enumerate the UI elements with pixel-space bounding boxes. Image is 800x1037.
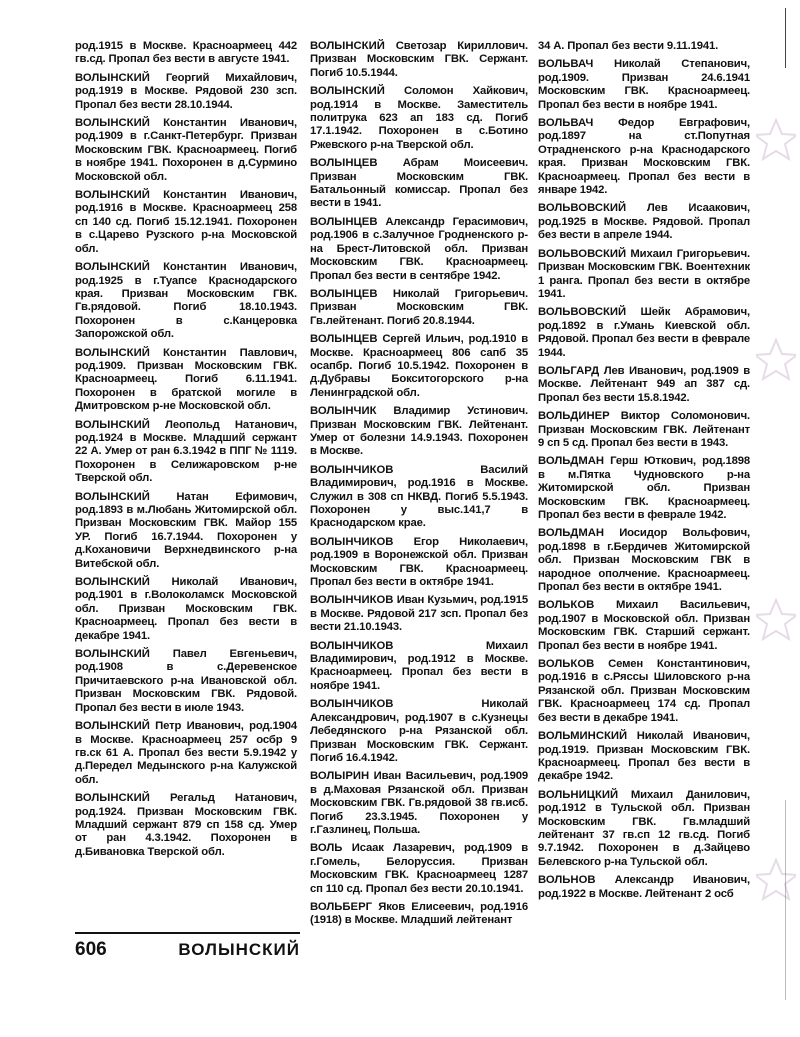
entry-surname: ВОЛЬГАРД [538,364,600,377]
entry [310,157,528,211]
entry-text: Регальд Натанович, род.1924. Призван Московским ГВК. Младший сержант 879 сп 158 сд. Умер от ран 4.3.1942. Похоронен в д.Бивановка Тверской обл. [75,792,297,858]
entry-text: Иван Васильевич, род.1909 в д.Маховая Рязанской обл. Призван Московским ГВК. Гв.рядовой 38 гв.исб. Погиб 23.3.1945. Похоронен у г.Газлинец, Польша. [310,770,528,836]
entry-text: Владимир Устинович. Призван Московским ГВК. Лейтенант. Умер от болезни 14.9.1943. Похоронен в Москве. [310,405,528,458]
entry [75,40,297,67]
entry [310,288,528,328]
entry-surname: ВОЛЬБЕРГ [310,900,373,913]
entry-surname: ВОЛЫНЧИКОВ [310,535,394,548]
entry-surname: ВОЛЫНСКИЙ [75,418,150,431]
entry-surname: ВОЛЫНСКИЙ [75,261,150,274]
entry [538,874,750,901]
entry-surname: ВОЛЫНЧИКОВ [310,698,394,711]
entry-text: Соломон Хайкович, род.1914 в Москве. Заместитель политрука 623 ап 183 сд. Погиб 17.1.1942. Похоронен в с.Ботино Ржевского р-на Тверской обл. [310,85,528,151]
page-number: 606 [75,939,107,960]
entry [538,658,750,725]
entry [538,306,750,360]
entry-text: Петр Иванович, род.1904 в Москве. Красноармеец 257 осбр 9 гв.ск 61 А. Пропал без вести 5.9.1942 у д.Передел Медынского р-на Калужской обл. [75,720,297,786]
entry-surname: ВОЛЫНЧИКОВ [310,463,394,476]
text-column-2 [310,40,528,933]
page-footer [75,925,300,960]
entry [538,365,750,405]
entry-surname: ВОЛЬ [310,842,343,855]
entry-surname: ВОЛЬВОВСКИЙ [538,247,627,260]
entry [538,455,750,522]
text-column-1 [75,40,297,864]
entry [538,248,750,302]
entry [538,117,750,197]
entry [310,770,528,837]
entry-text: Павел Евгеньевич, род.1908 в с.Деревенское Причитаевского р-на Ивановской обл. Призван Московским ГВК. Рядовой. Пропал без вести в июле 1943. [75,648,297,714]
entry [310,333,528,400]
entry-surname: ВОЛЬНОВ [538,874,596,887]
entry-surname: ВОЛЫНСКИЙ [75,792,150,805]
entry [310,842,528,896]
entry [310,901,528,928]
entry-surname: ВОЛЫНСКИЙ [75,189,150,202]
entry-text: Константин Иванович, род.1925 в г.Туапсе Краснодарского края. Призван Московским ГВК. Гв.рядовой. Погиб 18.10.1943. Похоронен в с.Канцеровка Запорожской обл. [75,261,297,341]
entry-surname: ВОЛЫНЧИКОВ [310,594,394,607]
entry-text: Герш Юткович, род.1898 в м.Пятка Чудновского р-на Житомирской обл. Призван Московским ГВК. Красноармеец. Пропал без вести в феврале 1942. [538,455,750,521]
entry [75,648,297,715]
entry [75,189,297,256]
entry-text: Михаил Владимирович, род.1912 в Москве. Красноармеец. Пропал без вести в ноябре 1941. [310,639,528,692]
entry-surname: ВОЛЬВАЧ [538,58,594,71]
entry-text: Виктор Соломонович. Призван Московским ГВК. Лейтенант 9 сп 5 сд. Пропал без вести в 1943. [538,410,750,449]
entry [310,216,528,283]
entry-surname: ВОЛЬНИЦКИЙ [538,788,619,801]
entry-surname: ВОЛЫНСКИЙ [75,576,150,589]
text-column-3 [538,40,750,906]
entry-text: Николай Александрович, род.1907 в с.Кузнецы Лебедянского р-на Рязанской обл. Призван Московским ГВК. Сержант. Погиб 16.4.1942. [310,698,528,764]
entry [75,720,297,787]
entry-text: Александр Иванович, род.1922 в Москве. Лейтенант 2 осб [538,874,750,900]
entry-surname: ВОЛЬВОВСКИЙ [538,202,627,215]
entry [310,536,528,590]
entry-surname: ВОЛЫРИН [310,770,370,783]
entry [310,698,528,765]
entry-text: род.1915 в Москве. Красноармеец 442 гв.сд. Пропал без вести в августе 1941. [75,40,297,66]
running-head: ВОЛЫНСКИЙ [178,940,300,959]
entry-surname: ВОЛЫНЦЕВ [310,157,378,170]
entry [75,72,297,112]
entry-surname: ВОЛЫНЦЕВ [310,287,378,300]
entry-text: Михаил Григорьевич. Призван Московским ГВК. Воентехник 1 ранга. Пропал без вести в октябре 1941. [538,247,750,300]
entry-surname: ВОЛЫНСКИЙ [75,71,150,84]
entry-surname: ВОЛЬДМАН [538,527,605,540]
entry [310,40,528,80]
entry-text: Светозар Кириллович. Призван Московским ГВК. Сержант. Погиб 10.5.1944. [310,40,528,79]
entry-surname: ВОЛЫНСКИЙ [310,40,385,52]
entry-surname: ВОЛЫНЦЕВ [310,215,378,228]
entry-text: Шейк Абрамович, род.1892 в г.Умань Киевской обл. Рядовой. Пропал без вести в феврале 1944. [538,306,750,359]
entry-surname: ВОЛЫНЦЕВ [310,333,378,346]
entry-text: Иосидор Вольфович, род.1898 в г.Бердичев Житомирской обл. Призван Московским ГВК в народное ополчение. Красноармеец. Пропал без вести в октябре 1941. [538,527,750,594]
entry [538,527,750,594]
entry-surname: ВОЛЫНСКИЙ [310,85,385,98]
entry-surname: ВОЛЫНСКИЙ [75,117,150,130]
entry [75,347,297,414]
entry-text: Константин Иванович, род.1916 в Москве. Красноармеец 258 сп 140 сд. Погиб 15.12.1941. Похоронен в с.Царево Рузского р-на Московской обл. [75,189,297,255]
entry [310,85,528,152]
entry-text: Федор Евграфович, род.1897 на ст.Попутная Отрадненского р-на Краснодарского края. Призван Московским ГВК. Красноармеец. Пропал без вести в январе 1942. [538,117,750,197]
entry-text: Николай Григорьевич. Призван Московским ГВК. Гв.лейтенант. Погиб 20.8.1944. [310,287,528,327]
entry-surname: ВОЛЫНСКИЙ [75,720,150,733]
entry-text: Семен Константинович, род.1916 в с.Рясcы Шиловского р-на Рязанской обл. Призван Московским ГВК. Красноармеец 174 сд. Пропал без вести в декабре 1941. [538,658,750,724]
entry-text: Лев Исаакович, род.1925 в Москве. Рядовой. Пропал без вести в апреле 1944. [538,202,750,242]
entry-text: Александр Герасимович, род.1906 в с.Залучное Гродненского р-на Брест-Литовской обл. Призван Московским ГВК. Красноармеец. Пропал без вести в сентябре 1942. [310,215,528,282]
entry-text: Абрам Моисеевич. Призван Московским ГВК. Батальонный комиссар. Пропал без вести в 1941. [310,157,528,210]
entry-text: Георгий Михайлович, род.1919 в Москве. Рядовой 230 зсп. Пропал без вести 28.10.1944. [75,71,297,111]
entry [310,405,528,459]
entry-surname: ВОЛЫНЧИК [310,405,377,418]
entry [538,58,750,112]
entry-surname: ВОЛЬКОВ [538,599,595,612]
entry-surname: ВОЛЬДМАН [538,455,605,468]
entry [538,40,750,53]
footer-rule [75,932,300,934]
entry [75,576,297,643]
entry-text: Яков Елисеевич, род.1916 (1918) в Москве. Младший лейтенант [310,900,528,927]
entry [75,261,297,341]
entry-surname: ВОЛЬДИНЕР [538,410,610,423]
entry-surname: ВОЛЬМИНСКИЙ [538,730,628,743]
entry-text: Сергей Ильич, род.1910 в Москве. Красноармеец 806 сапб 35 осапбр. Погиб 10.5.1942. Похоронен в д.Дубравы Бокситогорского р-на Ленинградской обл. [310,333,528,399]
entry [538,730,750,784]
entry-text: Константин Павлович, род.1909. Призван Московским ГВК. Красноармеец. Погиб 6.11.1941. Похоронен в братской могиле в Дмитровском р-не Московской обл. [75,346,297,413]
entry-text: Лев Иванович, род.1909 в Москве. Лейтенант 949 ап 387 сд. Пропал без вести 15.8.1942. [538,364,750,404]
entry-surname: ВОЛЬВОВСКИЙ [538,306,627,319]
entry-text: Леопольд Натанович, род.1924 в Москве. Младший сержант 22 А. Умер от ран 6.3.1942 в ППГ № 1119. Похоронен в Селижаровском р-не Тверской обл. [75,418,297,485]
entry [310,464,528,531]
entry [538,789,750,869]
entry [310,594,528,634]
entry-text: Натан Ефимович, род.1893 в м.Любань Житомирской обл. Призван Московским ГВК. Майор 155 УР. Погиб 16.7.1944. Похоронен у д.Кохановичи Верхнедвинского р-на Витебской обл. [75,490,297,570]
entry-text: Николай Иванович, род.1919. Призван Московским ГВК. Красноармеец. Пропал без вести в декабре 1942. [538,730,750,783]
entry-text: Николай Иванович, род.1901 в г.Волоколамск Московской обл. Призван Московским ГВК. Красноармеец. Пропал без вести в декабре 1941. [75,576,297,642]
entry [538,202,750,242]
entry [75,792,297,859]
stamp-watermark [756,80,796,980]
scan-edge-line [785,8,786,68]
entry-text: Егор Николаевич, род.1909 в Воронежской обл. Призван Московским ГВК. Красноармеец. Пропал без вести в октябре 1941. [310,535,528,589]
entry-text: Михаил Васильевич, род.1907 в Московской обл. Призван Московским ГВК. Старший сержант. Пропал без вести в ноябре 1941. [538,599,750,652]
entry [75,491,297,571]
entry [538,599,750,653]
entry-text: Николай Степанович, род.1909. Призван 24.6.1941 Московским ГВК. Красноармеец. Пропал без вести в ноябре 1941. [538,58,750,111]
entry-text: 34 А. Пропал без вести 9.11.1941. [538,40,719,52]
entry-surname: ВОЛЫНСКИЙ [75,648,150,661]
entry-surname: ВОЛЫНСКИЙ [75,490,150,503]
entry-surname: ВОЛЬВАЧ [538,117,594,130]
entry [75,419,297,486]
entry-surname: ВОЛЫНСКИЙ [75,346,150,359]
entry-text: Иван Кузьмич, род.1915 в Москве. Рядовой 217 зсп. Пропал без вести 21.10.1943. [310,594,528,634]
entry [310,640,528,694]
entry-text: Василий Владимирович, род.1916 в Москве. Служил в 308 сп НКВД. Погиб 5.5.1943. Похоронен у выс.141,7 в Краснодарском крае. [310,463,528,530]
entry [538,410,750,450]
entry [75,117,297,184]
entry-text: Исаак Лазаревич, род.1909 в г.Гомель, Белоруссия. Призван Московским ГВК. Красноармеец 1287 сп 110 сд. Пропал без вести 20.10.1941. [310,842,528,895]
entry-surname: ВОЛЫНЧИКОВ [310,639,394,652]
entry-surname: ВОЛЬКОВ [538,658,595,671]
entry-text: Михаил Данилович, род.1912 в Тульской обл. Призван Московским ГВК. Гв.младший лейтенант 37 гв.сп 12 гв.сд. Погиб 9.7.1942. Похоронен в д.Зайцево Белевского р-на Тульской обл. [538,788,750,868]
entry-text: Константин Иванович, род.1909 в г.Санкт-Петербург. Призван Московским ГВК. Красноармеец. Погиб в ноябре 1941. Похоронен в д.Сурмино Московской обл. [75,117,297,183]
